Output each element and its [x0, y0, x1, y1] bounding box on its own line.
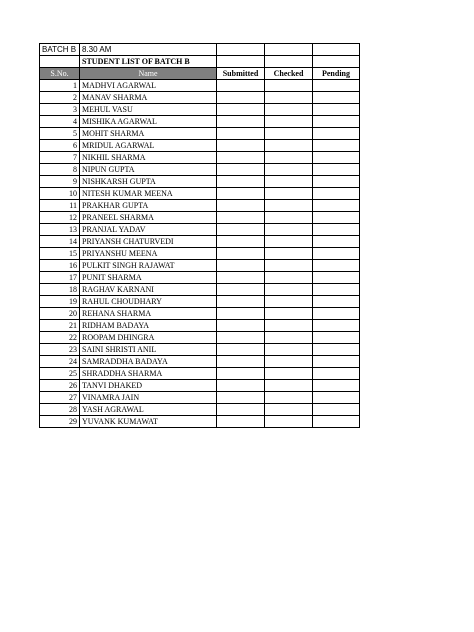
checked-cell[interactable]: [265, 320, 313, 332]
student-name: RIDHAM BADAYA: [80, 320, 217, 332]
student-number: 29: [40, 416, 80, 428]
table-row: [40, 140, 360, 152]
checked-cell[interactable]: [265, 128, 313, 140]
submitted-cell[interactable]: [217, 320, 265, 332]
student-name: PULKIT SINGH RAJAWAT: [80, 260, 217, 272]
student-number: 7: [40, 152, 80, 164]
student-number: 4: [40, 116, 80, 128]
submitted-cell[interactable]: [217, 224, 265, 236]
checked-cell[interactable]: [265, 188, 313, 200]
table-row: [40, 260, 360, 272]
pending-cell[interactable]: [313, 380, 360, 392]
student-number: 17: [40, 272, 80, 284]
checked-cell[interactable]: [265, 176, 313, 188]
checked-cell[interactable]: [265, 416, 313, 428]
col-header-name: Name: [80, 68, 217, 80]
checked-cell[interactable]: [265, 296, 313, 308]
checked-cell[interactable]: [265, 356, 313, 368]
table-row: [40, 344, 360, 356]
table-row: [40, 212, 360, 224]
pending-cell[interactable]: [313, 236, 360, 248]
col-header-checked: Checked: [265, 68, 313, 80]
student-number: 20: [40, 308, 80, 320]
student-list-table: [39, 43, 360, 428]
student-name: MADHVI AGARWAL: [80, 80, 217, 92]
col-header-sno: S.No.: [40, 68, 80, 80]
submitted-cell[interactable]: [217, 248, 265, 260]
student-name: MOHIT SHARMA: [80, 128, 217, 140]
table-row: [40, 176, 360, 188]
checked-cell[interactable]: [265, 164, 313, 176]
student-name: NIPUN GUPTA: [80, 164, 217, 176]
table-row: [40, 416, 360, 428]
table-row: [40, 104, 360, 116]
submitted-cell[interactable]: [217, 164, 265, 176]
checked-cell[interactable]: [265, 308, 313, 320]
empty-cell[interactable]: [313, 44, 360, 56]
submitted-cell[interactable]: [217, 272, 265, 284]
checked-cell[interactable]: [265, 140, 313, 152]
checked-cell[interactable]: [265, 224, 313, 236]
student-number: 2: [40, 92, 80, 104]
submitted-cell[interactable]: [217, 116, 265, 128]
student-name: SHRADDHA SHARMA: [80, 368, 217, 380]
pending-cell[interactable]: [313, 332, 360, 344]
table-row: [40, 116, 360, 128]
submitted-cell[interactable]: [217, 404, 265, 416]
student-number: 23: [40, 344, 80, 356]
checked-cell[interactable]: [265, 152, 313, 164]
student-number: 1: [40, 80, 80, 92]
checked-cell[interactable]: [265, 116, 313, 128]
student-name: MISHIKA AGARWAL: [80, 116, 217, 128]
table-row: [40, 188, 360, 200]
pending-cell[interactable]: [313, 92, 360, 104]
submitted-cell[interactable]: [217, 236, 265, 248]
table-row: [40, 236, 360, 248]
submitted-cell[interactable]: [217, 104, 265, 116]
checked-cell[interactable]: [265, 332, 313, 344]
pending-cell[interactable]: [313, 356, 360, 368]
table-row: [40, 284, 360, 296]
table-row: [40, 200, 360, 212]
student-number: 22: [40, 332, 80, 344]
student-number: 11: [40, 200, 80, 212]
student-number: 18: [40, 284, 80, 296]
student-number: 13: [40, 224, 80, 236]
student-name: RAHUL CHOUDHARY: [80, 296, 217, 308]
pending-cell[interactable]: [313, 344, 360, 356]
table-row: [40, 92, 360, 104]
table-row: [40, 404, 360, 416]
pending-cell[interactable]: [313, 308, 360, 320]
checked-cell[interactable]: [265, 404, 313, 416]
pending-cell[interactable]: [313, 200, 360, 212]
pending-cell[interactable]: [313, 104, 360, 116]
student-name: YUVANK KUMAWAT: [80, 416, 217, 428]
submitted-cell[interactable]: [217, 416, 265, 428]
pending-cell[interactable]: [313, 212, 360, 224]
student-number: 21: [40, 320, 80, 332]
student-number: 3: [40, 104, 80, 116]
table-row: [40, 164, 360, 176]
student-name: VINAMRA JAIN: [80, 392, 217, 404]
pending-cell[interactable]: [313, 272, 360, 284]
checked-cell[interactable]: [265, 272, 313, 284]
student-name: MRIDUL AGARWAL: [80, 140, 217, 152]
student-name: PRIYANSHU MEENA: [80, 248, 217, 260]
submitted-cell[interactable]: [217, 308, 265, 320]
checked-cell[interactable]: [265, 368, 313, 380]
pending-cell[interactable]: [313, 248, 360, 260]
submitted-cell[interactable]: [217, 296, 265, 308]
submitted-cell[interactable]: [217, 128, 265, 140]
student-number: 19: [40, 296, 80, 308]
submitted-cell[interactable]: [217, 212, 265, 224]
pending-cell[interactable]: [313, 368, 360, 380]
submitted-cell[interactable]: [217, 188, 265, 200]
empty-cell: [265, 56, 313, 68]
student-name: REHANA SHARMA: [80, 308, 217, 320]
batch-time: 8.30 AM: [80, 44, 217, 56]
table-row: [40, 392, 360, 404]
student-name: PUNIT SHARMA: [80, 272, 217, 284]
submitted-cell[interactable]: [217, 92, 265, 104]
student-number: 9: [40, 176, 80, 188]
student-name: SAINI SHRISTI ANIL: [80, 344, 217, 356]
student-name: RAGHAV KARNANI: [80, 284, 217, 296]
student-number: 6: [40, 140, 80, 152]
student-number: 8: [40, 164, 80, 176]
student-name: YASH AGRAWAL: [80, 404, 217, 416]
student-number: 25: [40, 368, 80, 380]
submitted-cell[interactable]: [217, 368, 265, 380]
empty-cell[interactable]: [265, 44, 313, 56]
submitted-cell[interactable]: [217, 140, 265, 152]
pending-cell[interactable]: [313, 152, 360, 164]
table-row: [40, 332, 360, 344]
student-name: PRIYANSH CHATURVEDI: [80, 236, 217, 248]
checked-cell[interactable]: [265, 200, 313, 212]
column-header-row: [40, 68, 360, 80]
student-name: TANVI DHAKED: [80, 380, 217, 392]
table-row: [40, 224, 360, 236]
pending-cell[interactable]: [313, 128, 360, 140]
pending-cell[interactable]: [313, 80, 360, 92]
title-row: [40, 56, 360, 68]
pending-cell[interactable]: [313, 176, 360, 188]
empty-cell: [313, 56, 360, 68]
student-name: SAMRADDHA BADAYA: [80, 356, 217, 368]
student-name: MANAV SHARMA: [80, 92, 217, 104]
submitted-cell[interactable]: [217, 356, 265, 368]
student-name: PRAKHAR GUPTA: [80, 200, 217, 212]
submitted-cell[interactable]: [217, 260, 265, 272]
table-row: [40, 248, 360, 260]
batch-row: [40, 44, 360, 56]
checked-cell[interactable]: [265, 260, 313, 272]
pending-cell[interactable]: [313, 260, 360, 272]
student-number: 15: [40, 248, 80, 260]
checked-cell[interactable]: [265, 380, 313, 392]
pending-cell[interactable]: [313, 164, 360, 176]
col-header-pending: Pending: [313, 68, 360, 80]
pending-cell[interactable]: [313, 392, 360, 404]
student-name: NISHKARSH GUPTA: [80, 176, 217, 188]
table-row: [40, 356, 360, 368]
pending-cell[interactable]: [313, 404, 360, 416]
submitted-cell[interactable]: [217, 332, 265, 344]
table-row: [40, 320, 360, 332]
student-name: PRANEEL SHARMA: [80, 212, 217, 224]
table-row: [40, 80, 360, 92]
checked-cell[interactable]: [265, 236, 313, 248]
submitted-cell[interactable]: [217, 200, 265, 212]
pending-cell[interactable]: [313, 140, 360, 152]
student-name: NITESH KUMAR MEENA: [80, 188, 217, 200]
empty-cell[interactable]: [217, 44, 265, 56]
submitted-cell[interactable]: [217, 152, 265, 164]
pending-cell[interactable]: [313, 188, 360, 200]
col-header-submitted: Submitted: [217, 68, 265, 80]
checked-cell[interactable]: [265, 284, 313, 296]
student-number: 27: [40, 392, 80, 404]
pending-cell[interactable]: [313, 224, 360, 236]
student-number: 26: [40, 380, 80, 392]
submitted-cell[interactable]: [217, 392, 265, 404]
student-number: 12: [40, 212, 80, 224]
student-number: 10: [40, 188, 80, 200]
empty-cell: [40, 56, 80, 68]
table-row: [40, 380, 360, 392]
student-name: PRANJAL YADAV: [80, 224, 217, 236]
batch-label: BATCH B: [40, 44, 80, 56]
pending-cell[interactable]: [313, 320, 360, 332]
pending-cell[interactable]: [313, 416, 360, 428]
submitted-cell[interactable]: [217, 380, 265, 392]
sheet-title: STUDENT LIST OF BATCH B: [80, 56, 217, 68]
student-number: 5: [40, 128, 80, 140]
pending-cell[interactable]: [313, 116, 360, 128]
table-row: [40, 296, 360, 308]
student-number: 16: [40, 260, 80, 272]
checked-cell[interactable]: [265, 212, 313, 224]
pending-cell[interactable]: [313, 296, 360, 308]
submitted-cell[interactable]: [217, 284, 265, 296]
table-row: [40, 368, 360, 380]
checked-cell[interactable]: [265, 104, 313, 116]
student-name: MEHUL VASU: [80, 104, 217, 116]
table-row: [40, 152, 360, 164]
submitted-cell[interactable]: [217, 80, 265, 92]
empty-cell: [217, 56, 265, 68]
student-number: 24: [40, 356, 80, 368]
pending-cell[interactable]: [313, 284, 360, 296]
table-row: [40, 128, 360, 140]
submitted-cell[interactable]: [217, 176, 265, 188]
checked-cell[interactable]: [265, 248, 313, 260]
checked-cell[interactable]: [265, 344, 313, 356]
table-row: [40, 308, 360, 320]
student-number: 28: [40, 404, 80, 416]
student-name: ROOPAM DHINGRA: [80, 332, 217, 344]
student-number: 14: [40, 236, 80, 248]
table-row: [40, 272, 360, 284]
student-name: NIKHIL SHARMA: [80, 152, 217, 164]
checked-cell[interactable]: [265, 92, 313, 104]
submitted-cell[interactable]: [217, 344, 265, 356]
checked-cell[interactable]: [265, 80, 313, 92]
checked-cell[interactable]: [265, 392, 313, 404]
